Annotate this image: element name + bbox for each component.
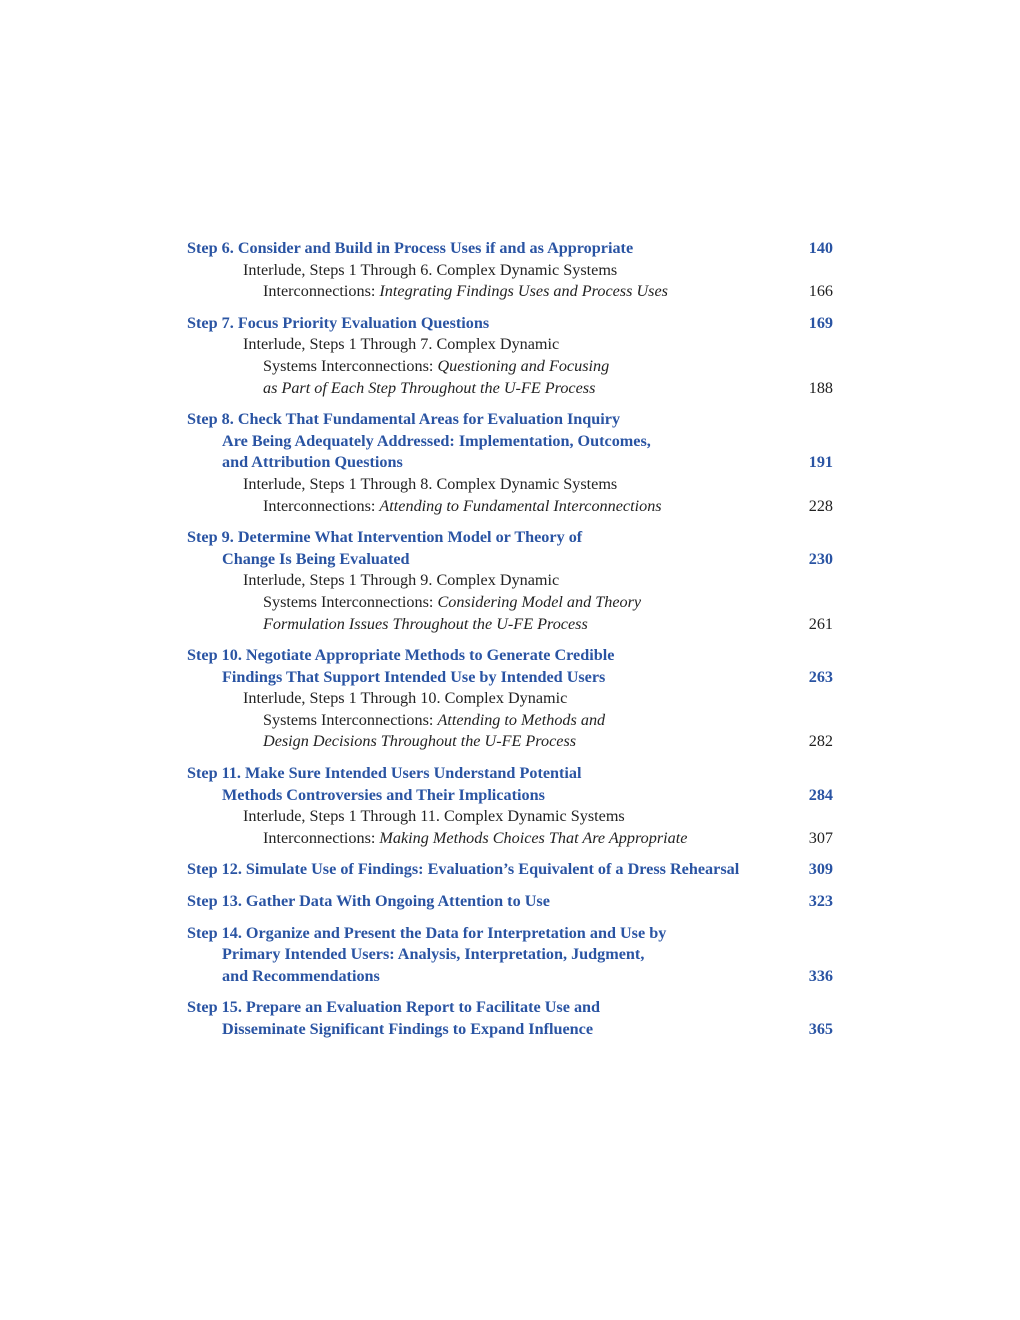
interlude-text: Systems Interconnections: xyxy=(263,356,438,375)
interlude-italic-text: Formulation Issues Throughout the U-FE Process xyxy=(263,614,588,633)
interlude-line xyxy=(187,592,833,614)
step-title-line xyxy=(187,997,833,1019)
step-title-text: Findings That Support Intended Use by Intended Users xyxy=(222,667,606,686)
step-title-text: Step 14. Organize and Present the Data for Interpretation and Use by xyxy=(187,923,667,942)
interlude-line xyxy=(187,356,833,378)
interlude-line xyxy=(187,334,833,356)
page-number: 140 xyxy=(808,239,833,257)
page-number: 188 xyxy=(808,378,833,397)
interlude-line xyxy=(187,570,833,592)
interlude-italic-text: Considering Model and Theory xyxy=(437,592,642,611)
toc-entry xyxy=(187,859,833,881)
step-title-text: Primary Intended Users: Analysis, Interpretation, Judgment, xyxy=(222,945,645,964)
interlude-line xyxy=(187,828,833,850)
page-number: 323 xyxy=(808,892,833,911)
interlude-line xyxy=(187,496,833,518)
step-title-text: and Recommendations xyxy=(222,966,380,985)
interlude-italic-text: as Part of Each Step Throughout the U-FE Process xyxy=(263,378,596,397)
toc-entry xyxy=(187,409,833,517)
toc-entry xyxy=(187,238,833,303)
interlude-italic-text: Questioning and Focusing xyxy=(437,356,610,375)
step-title-text: Step 9. Determine What Intervention Model or Theory of xyxy=(187,528,583,547)
interlude-text: Interlude, Steps 1 Through 11. Complex Dynamic Systems xyxy=(243,807,625,826)
interlude-text: Interconnections: xyxy=(263,496,380,515)
interlude-italic-text: Attending to Methods and xyxy=(437,710,606,729)
interlude-italic-text: Making Methods Choices That Are Appropriate xyxy=(379,828,688,847)
page-number: 365 xyxy=(808,1020,833,1038)
page-number: 263 xyxy=(808,667,833,686)
table-of-contents xyxy=(187,238,833,1051)
interlude-text: Interlude, Steps 1 Through 7. Complex Dynamic xyxy=(243,335,560,354)
interlude-line xyxy=(187,281,833,303)
step-title-text: Step 11. Make Sure Intended Users Understand Potential xyxy=(187,764,582,783)
step-title-text: Step 7. Focus Priority Evaluation Questions xyxy=(187,313,490,332)
page-number: 228 xyxy=(808,496,833,515)
step-title-line xyxy=(187,549,833,571)
page-number: 336 xyxy=(808,966,833,985)
toc-entry xyxy=(187,763,833,849)
interlude-text: Interlude, Steps 1 Through 6. Complex Dynamic Systems xyxy=(243,260,618,279)
interlude-text: Interlude, Steps 1 Through 10. Complex Dynamic xyxy=(243,689,568,708)
step-title-line xyxy=(187,409,833,431)
step-title-line xyxy=(187,763,833,785)
step-title-text: Methods Controversies and Their Implications xyxy=(222,785,545,804)
step-title-line xyxy=(187,238,833,260)
step-title-line xyxy=(187,1019,833,1041)
page-number: 261 xyxy=(808,614,833,633)
interlude-line xyxy=(187,806,833,828)
step-title-line xyxy=(187,527,833,549)
step-title-line xyxy=(187,923,833,945)
interlude-italic-text: Integrating Findings Uses and Process Uses xyxy=(379,282,668,301)
interlude-italic-text: Design Decisions Throughout the U-FE Process xyxy=(263,732,577,751)
page-number: 307 xyxy=(808,828,833,847)
step-title-text: and Attribution Questions xyxy=(222,453,403,472)
interlude-line xyxy=(187,378,833,400)
step-title-line xyxy=(187,313,833,335)
toc-entry xyxy=(187,527,833,635)
step-title-line xyxy=(187,944,833,966)
interlude-text: Systems Interconnections: xyxy=(263,592,438,611)
step-title-text: Step 10. Negotiate Appropriate Methods to Generate Credible xyxy=(187,646,615,665)
step-title-line xyxy=(187,785,833,807)
page-number: 284 xyxy=(808,785,833,804)
step-title-text: Step 6. Consider and Build in Process Uses if and as Appropriate xyxy=(187,239,634,257)
step-title-text: Step 13. Gather Data With Ongoing Attention to Use xyxy=(187,892,550,911)
interlude-italic-text: Attending to Fundamental Interconnections xyxy=(379,496,662,515)
interlude-text: Interconnections: xyxy=(263,828,380,847)
step-title-text: Are Being Adequately Addressed: Implementation, Outcomes, xyxy=(222,431,651,450)
interlude-line xyxy=(187,731,833,753)
interlude-line xyxy=(187,614,833,636)
page-number: 169 xyxy=(808,313,833,332)
toc-entry xyxy=(187,313,833,399)
interlude-text: Interlude, Steps 1 Through 9. Complex Dynamic xyxy=(243,571,560,590)
step-title-text: Change Is Being Evaluated xyxy=(222,549,410,568)
interlude-line xyxy=(187,688,833,710)
step-title-text: Step 15. Prepare an Evaluation Report to Facilitate Use and xyxy=(187,998,601,1017)
step-title-line xyxy=(187,966,833,988)
step-title-line xyxy=(187,891,833,913)
toc-entry xyxy=(187,645,833,753)
toc-entry xyxy=(187,923,833,988)
step-title-text: Step 8. Check That Fundamental Areas for Evaluation Inquiry xyxy=(187,410,621,429)
step-title-line xyxy=(187,452,833,474)
interlude-line xyxy=(187,474,833,496)
toc-entry xyxy=(187,997,833,1040)
page-number: 191 xyxy=(808,453,833,472)
step-title-text: Disseminate Significant Findings to Expand Influence xyxy=(222,1020,594,1038)
interlude-text: Interconnections: xyxy=(263,282,380,301)
interlude-line xyxy=(187,710,833,732)
page-number: 230 xyxy=(808,549,833,568)
interlude-text: Interlude, Steps 1 Through 8. Complex Dynamic Systems xyxy=(243,474,618,493)
step-title-text: Step 12. Simulate Use of Findings: Evaluation’s Equivalent of a Dress Rehearsal xyxy=(187,860,740,879)
toc-entry xyxy=(187,891,833,913)
step-title-line xyxy=(187,667,833,689)
page-number: 166 xyxy=(808,282,833,301)
step-title-line xyxy=(187,645,833,667)
page-number: 282 xyxy=(808,732,833,751)
step-title-line xyxy=(187,431,833,453)
interlude-text: Systems Interconnections: xyxy=(263,710,438,729)
page-number: 309 xyxy=(808,860,833,879)
step-title-line xyxy=(187,859,833,881)
interlude-line xyxy=(187,260,833,282)
